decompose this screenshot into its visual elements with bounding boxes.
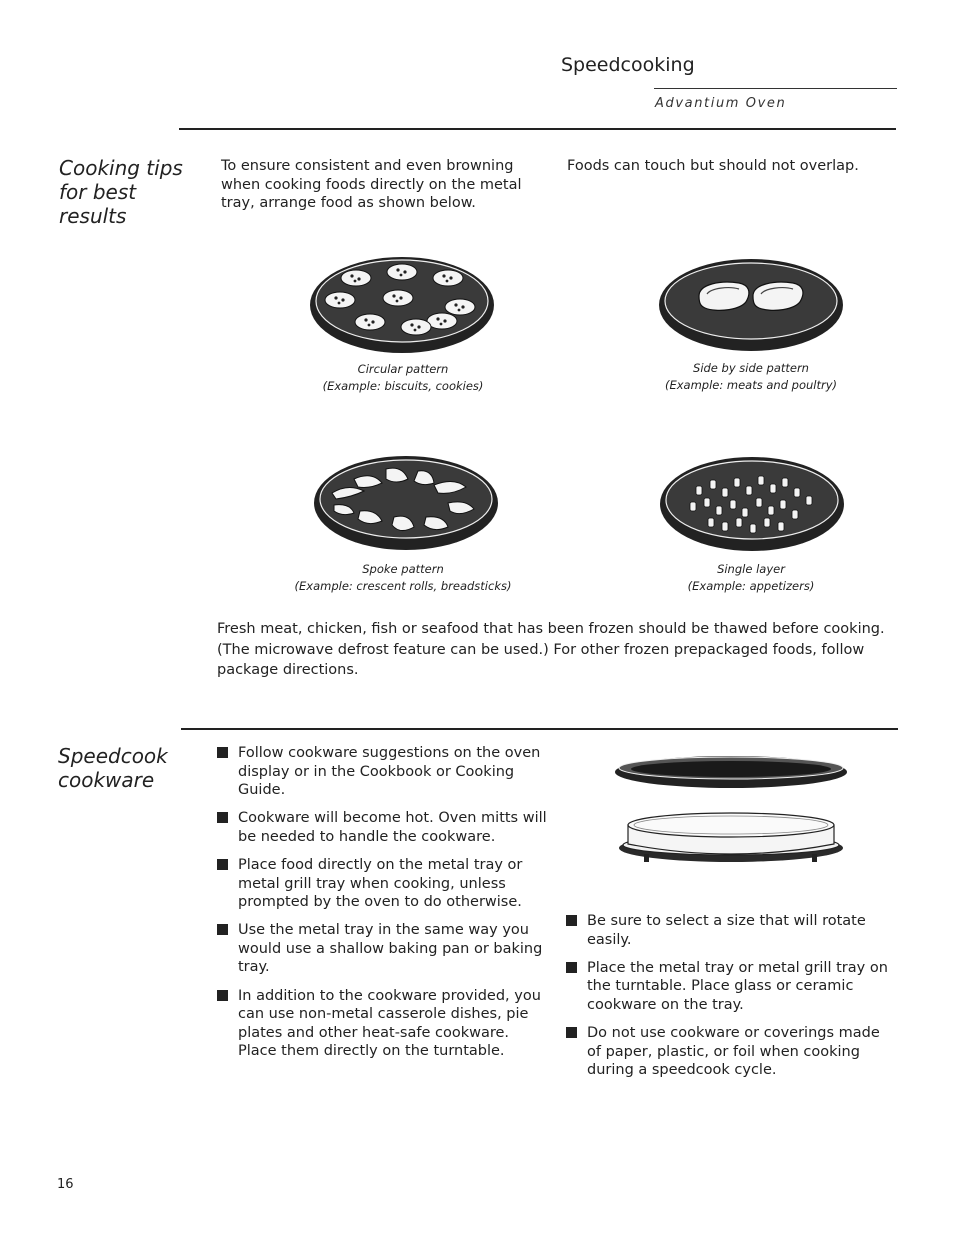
bullet-square-icon [217,747,228,758]
caption-example: (Example: meats and poultry) [664,378,838,392]
tray-spoke-pattern-illustration [314,455,498,552]
list-item [566,959,896,1015]
header-divider [654,88,897,89]
bullet-text: Place food directly on the metal tray or metal grill tray when cooking, unless prompted by the oven to do otherwise. [238,856,523,911]
caption-example: (Example: biscuits, cookies) [322,379,484,393]
list-item [566,1024,896,1080]
bullet-square-icon [566,962,577,973]
section-divider-1 [179,128,896,130]
bullet-text: Follow cookware suggestions on the oven display or in the Cookbook or Cooking Guide. [238,745,541,799]
thaw-paragraph: Fresh meat, chicken, fish or seafood that has been frozen should be thawed before cooking. (The microwave defrost feature can be used.) For other frozen prepackaged foods, follow package directions. [217,621,885,678]
section-divider-2 [181,728,898,730]
list-item [217,921,547,977]
page-header-subtitle: Advantium Oven [655,96,787,111]
figure-caption-single-layer [631,561,871,595]
overlap-note: Foods can touch but should not overlap. [567,158,859,174]
caption-title: Circular pattern [357,362,449,376]
page-number: 16 [57,1177,74,1192]
page-header-title: Speedcooking [561,54,695,76]
bullet-text: Do not use cookware or coverings made of paper, plastic, or foil when cooking during a speedcook cycle. [587,1024,880,1079]
bullet-text: Place the metal tray or metal grill tray on the turntable. Place glass or ceramic cookware on the tray. [587,959,888,1013]
list-item [566,912,896,949]
bullet-square-icon [566,1027,577,1038]
tray-side-by-side-illustration [659,258,844,353]
bullet-text: Use the metal tray in the same way you would use a shallow baking pan or baking tray. [238,922,543,976]
caption-title: Side by side pattern [693,361,809,375]
tray-and-turntable-illustration [614,750,846,870]
tray-single-layer-illustration [660,456,844,552]
caption-example: (Example: crescent rolls, breadsticks) [294,579,512,593]
bullet-square-icon [566,915,577,926]
bullet-square-icon [217,812,228,823]
section-heading-cooking-tips: Cooking tips for best results [59,156,183,228]
figure-caption-side-by-side [631,360,871,394]
caption-title: Single layer [717,562,785,576]
tray-circular-pattern-illustration [310,255,495,355]
section-heading-speedcook-cookware: Speedcook cookware [58,744,168,792]
cookware-bullets-right [566,912,896,1089]
bullet-text: In addition to the cookware provided, you can use non-metal casserole dishes, pie plates and other heat-safe cookware. Place them directly on the turntable. [238,987,541,1060]
figure-caption-spoke [283,561,523,595]
bullet-square-icon [217,859,228,870]
bullet-square-icon [217,924,228,935]
figure-caption-circular [283,361,523,395]
bullet-square-icon [217,990,228,1001]
cookware-bullets-left [217,744,547,1070]
caption-title: Spoke pattern [362,562,444,576]
bullet-text: Be sure to select a size that will rotate easily. [587,913,866,948]
list-item [217,744,547,800]
intro-text: To ensure consistent and even browning when cooking foods directly on the metal tray, arrange food as shown below. [221,158,522,211]
bullet-text: Cookware will become hot. Oven mitts will be needed to handle the cookware. [238,810,547,845]
list-item [217,809,547,846]
caption-example: (Example: appetizers) [687,579,815,593]
list-item [217,987,547,1061]
list-item [217,856,547,912]
